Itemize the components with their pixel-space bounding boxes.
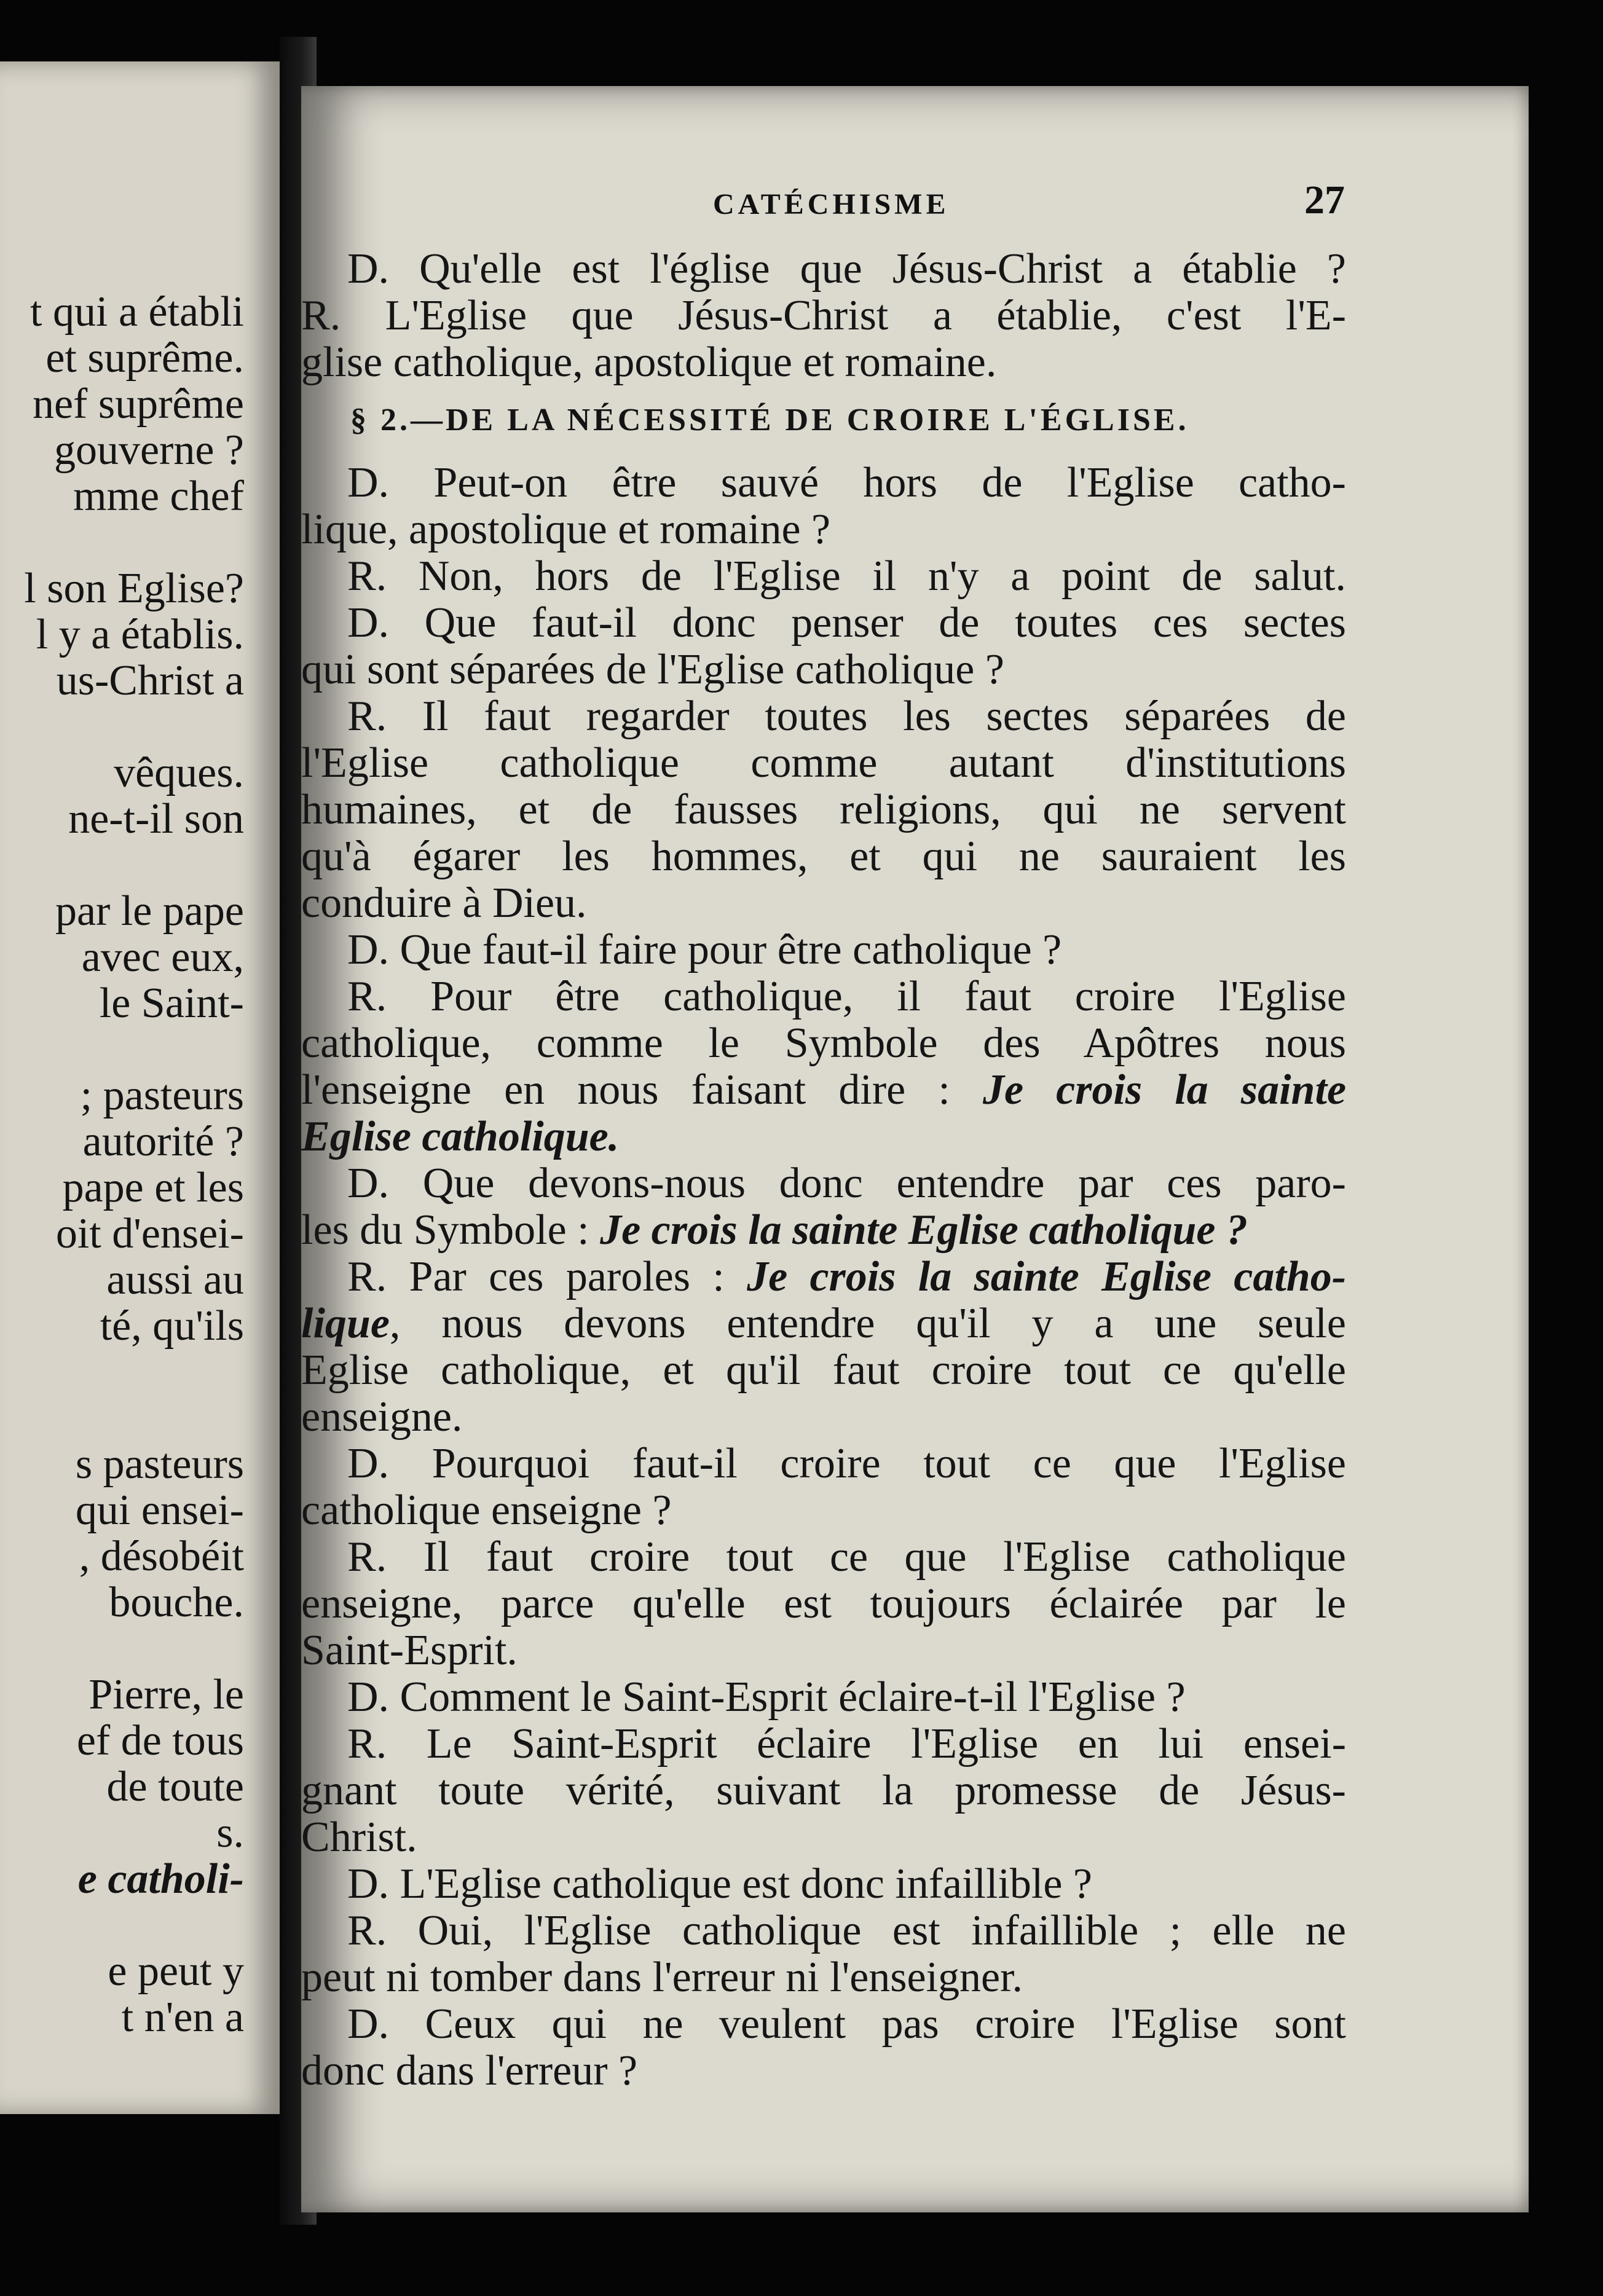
- text-line: D. L'Eglise catholique est donc infaillible ?: [347, 1860, 1092, 1908]
- text-line: R. Pour être catholique, il faut croire l'Eglise: [347, 973, 1346, 1020]
- text-line: D. Peut-on être sauvé hors de l'Eglise catho-: [347, 459, 1346, 506]
- text-line: D. Qu'elle est l'église que Jésus-Christ a établie ?: [347, 245, 1346, 293]
- left-line: t qui a établi: [30, 288, 244, 336]
- text-line: R. Non, hors de l'Eglise il n'y a point de salut.: [347, 552, 1346, 600]
- text-run: l'enseigne en nous faisant dire :: [301, 1066, 950, 1114]
- text-line: D. Que faut-il donc penser de toutes ces sectes: [347, 599, 1346, 647]
- text-line: [301, 1207, 1346, 1254]
- text-line: catholique enseigne ?: [301, 1487, 672, 1534]
- text-line: gnant toute vérité, suivant la promesse de Jésus-: [301, 1767, 1346, 1814]
- text-line: Eglise catholique, et qu'il faut croire tout ce qu'elle: [301, 1347, 1346, 1394]
- text-line: Eglise catholique.: [301, 1113, 620, 1160]
- text-line: R. L'Eglise que Jésus-Christ a établie, c'est l'E-: [301, 292, 1346, 339]
- running-head: CATÉCHISME: [713, 188, 950, 221]
- left-line-gap: [24, 1395, 244, 1441]
- text-line: qui sont séparées de l'Eglise catholique ?: [301, 646, 1004, 693]
- page-body: [301, 246, 1346, 2094]
- left-line: nef suprême: [32, 380, 244, 428]
- section-heading: § 2.—DE LA NÉCESSITÉ DE CROIRE L'ÉGLISE.: [350, 403, 1189, 438]
- left-line: e peut y: [108, 1948, 244, 1995]
- italic-run: Je crois la sainte: [982, 1066, 1347, 1114]
- left-line: Pierre, le: [89, 1671, 244, 1718]
- left-line: s pasteurs: [75, 1441, 244, 1488]
- text-run: les du Symbole :: [301, 1206, 589, 1254]
- text-line: enseigne.: [301, 1393, 463, 1441]
- left-line: qui ensei-: [75, 1487, 244, 1534]
- text-line: D. Pourquoi faut-il croire tout ce que l'Eglise: [347, 1440, 1346, 1487]
- left-line: et suprême.: [45, 334, 244, 382]
- left-line: us-Christ a: [56, 657, 244, 704]
- left-line: avec eux,: [81, 934, 244, 981]
- text-line: D. Ceux qui ne veulent pas croire l'Eglise sont: [347, 2000, 1346, 2048]
- text-line: D. Que devons-nous donc entendre par ces paro-: [347, 1160, 1346, 1207]
- left-line: aussi au: [106, 1256, 244, 1303]
- text-line: catholique, comme le Symbole des Apôtres nous: [301, 1020, 1346, 1067]
- text-line: Saint-Esprit.: [301, 1627, 518, 1674]
- text-line: R. Il faut croire tout ce que l'Eglise catholique: [347, 1533, 1346, 1581]
- left-line: vêques.: [114, 749, 244, 796]
- left-line-gap: [24, 519, 244, 565]
- italic-run: lique: [301, 1300, 390, 1347]
- left-line: de toute: [106, 1763, 244, 1810]
- left-line: t n'en a: [121, 1994, 244, 2041]
- text-line: R. Le Saint-Esprit éclaire l'Eglise en lui ensei-: [347, 1720, 1346, 1767]
- text-run: , nous devons entendre qu'il y a une seule: [389, 1300, 1346, 1347]
- text-line: lique, apostolique et romaine ?: [301, 506, 831, 553]
- left-line: bouche.: [109, 1579, 244, 1626]
- text-line: enseigne, parce qu'elle est toujours éclairée par le: [301, 1580, 1346, 1627]
- left-line-gap: [24, 1349, 244, 1395]
- text-line: R. Oui, l'Eglise catholique est infaillible ; elle ne: [347, 1907, 1346, 1954]
- left-line-gap: [24, 1026, 244, 1072]
- text-line: [301, 1254, 1346, 1300]
- text-line: D. Que faut-il faire pour être catholique ?: [347, 926, 1062, 973]
- left-line: oit d'ensei-: [55, 1210, 244, 1257]
- left-line: s.: [216, 1809, 244, 1857]
- text-line: donc dans l'erreur ?: [301, 2047, 638, 2094]
- left-page-lines: [24, 289, 244, 2040]
- text-line: [301, 1067, 1346, 1114]
- left-line: pape et les: [62, 1164, 244, 1211]
- left-line: gouverne ?: [53, 427, 244, 474]
- left-line-gap: [24, 704, 244, 750]
- left-line: e catholi-: [77, 1855, 244, 1903]
- left-line: le Saint-: [99, 980, 244, 1027]
- left-line: l son Eglise?: [24, 565, 244, 612]
- left-line: té, qu'ils: [100, 1302, 244, 1350]
- left-line: , désobéit: [79, 1533, 244, 1580]
- left-line: mme chef: [73, 473, 244, 520]
- left-page-fragment: [0, 61, 280, 2114]
- left-line: ef de tous: [76, 1717, 244, 1764]
- left-line-gap: [24, 1902, 244, 1948]
- italic-run: Je crois la sainte Eglise catholique ?: [600, 1206, 1248, 1254]
- text-line: humaines, et de fausses religions, qui ne servent: [301, 786, 1346, 833]
- text-line: glise catholique, apostolique et romaine.: [301, 339, 997, 386]
- text-line: qu'à égarer les hommes, et qui ne sauraient les: [301, 833, 1346, 880]
- left-line-gap: [24, 1626, 244, 1672]
- left-line: l y a établis.: [36, 611, 244, 658]
- text-line: peut ni tomber dans l'erreur ni l'enseigner.: [301, 1954, 1023, 2001]
- left-line: ne-t-il son: [68, 795, 244, 843]
- text-line: R. Il faut regarder toutes les sectes séparées de: [347, 693, 1346, 740]
- text-line: l'Eglise catholique comme autant d'institutions: [301, 739, 1346, 787]
- text-line: conduire à Dieu.: [301, 879, 587, 927]
- italic-run: Je crois la sainte Eglise catho-: [747, 1253, 1347, 1300]
- left-line: autorité ?: [82, 1118, 244, 1165]
- text-line: [301, 1300, 1346, 1347]
- page-number: 27: [1304, 178, 1345, 222]
- right-page: [301, 86, 1529, 2212]
- text-run: R. Par ces paroles :: [347, 1253, 725, 1300]
- left-line: par le pape: [55, 887, 244, 935]
- text-line: Christ.: [301, 1814, 417, 1861]
- left-line-gap: [24, 842, 244, 888]
- left-line: ; pasteurs: [80, 1072, 244, 1119]
- text-line: D. Comment le Saint-Esprit éclaire-t-il l'Eglise ?: [347, 1673, 1186, 1721]
